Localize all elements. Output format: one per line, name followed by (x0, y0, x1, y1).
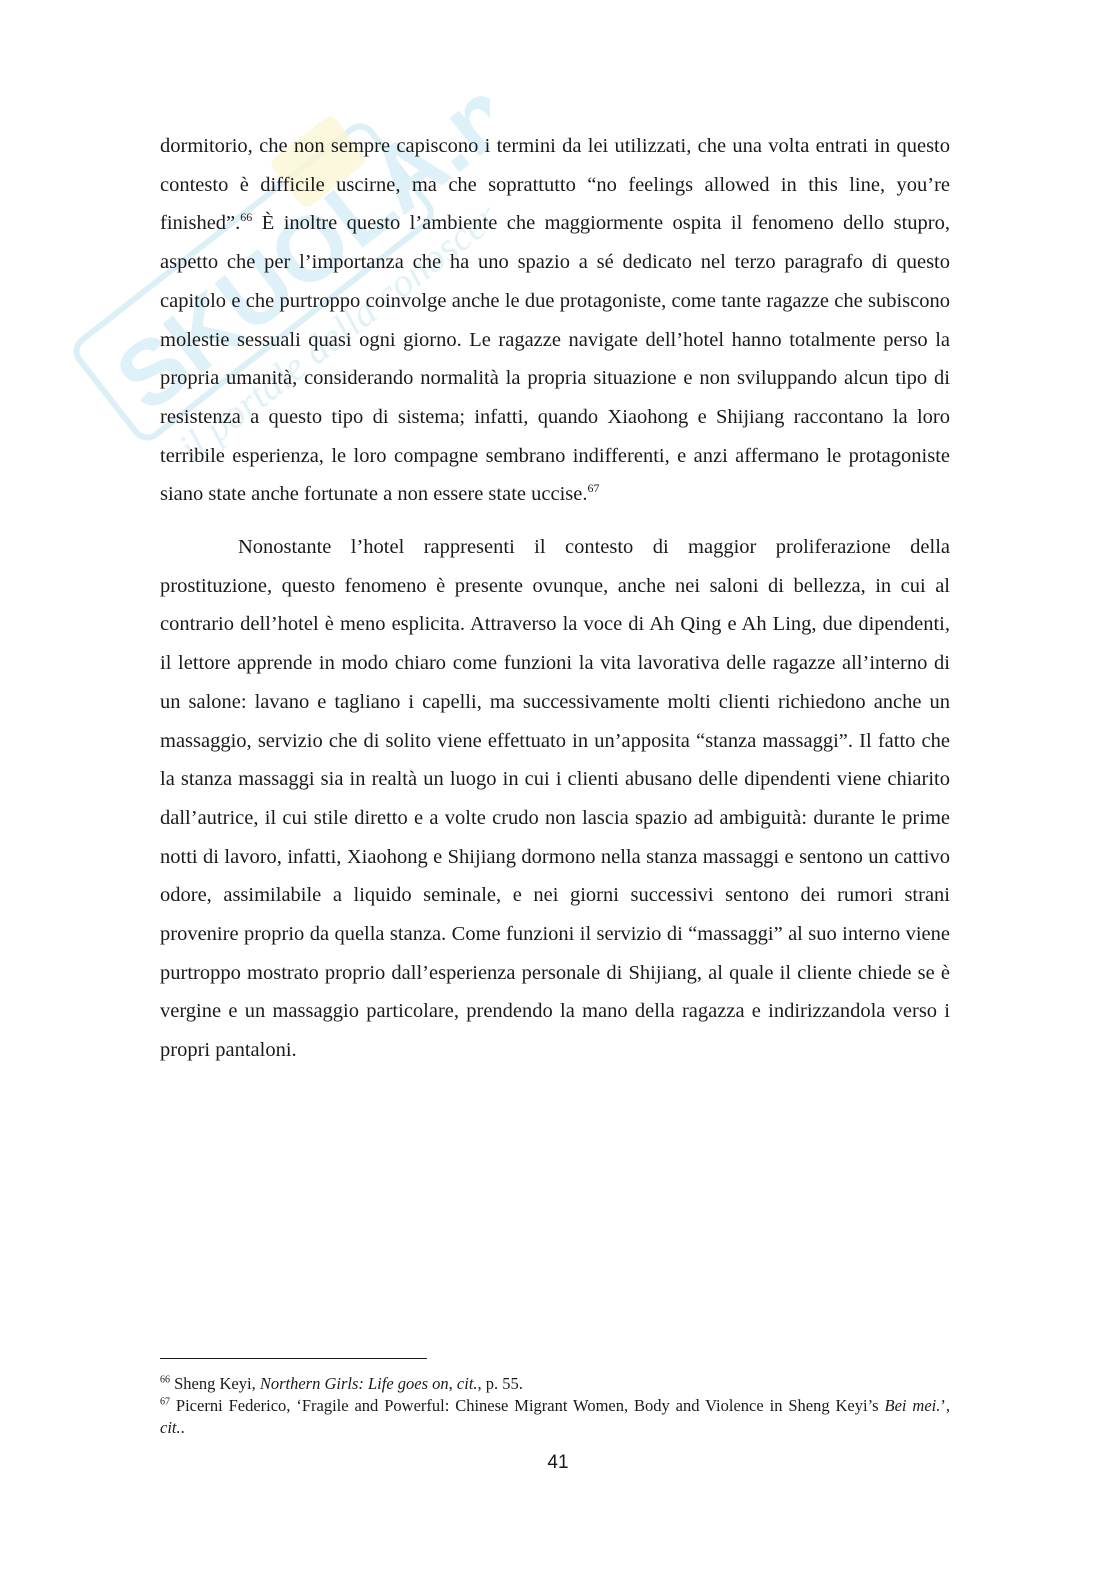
paragraph-1-part-2: È inoltre questo l’ambiente che maggiormente ospita il fenomeno dello stupro, aspetto che per l’importanza che ha uno spazio a sé dedicato nel terzo paragrafo di questo capitolo e che purtroppo coinvolge anche le due protagoniste, come tante ragazze che subiscono molestie sessuali quasi ogni giorno. Le ragazze navigate dell’hotel hanno totalmente perso la propria umanità, considerando normalità la propria situazione e non sviluppando alcun tipo di resistenza a questo tipo di sistema; infatti, quando Xiaohong e Shijiang raccontano la loro terribile esperienza, le loro compagne sembrano indifferenti, e anzi affermano le protagoniste siano state anche fortunate a non essere state uccise. (160, 212, 950, 506)
footnote-ref-67[interactable]: 67 (587, 481, 600, 496)
footnote-separator (160, 1358, 427, 1359)
footnote-text: ’, (940, 1396, 950, 1415)
footnote-title: Northern Girls: Life goes on (259, 1374, 449, 1393)
page-number: 41 (547, 1452, 569, 1473)
footnote-ref-66[interactable]: 66 (240, 210, 253, 225)
footnotes (160, 1358, 950, 1439)
footnote-text: . (180, 1418, 185, 1437)
footnote-cit: cit. (456, 1374, 478, 1393)
footnote-number: 67 (160, 1396, 170, 1408)
footnote-text: Sheng Keyi, (170, 1374, 260, 1393)
paragraph-2: Nonostante l’hotel rappresenti il contesto di maggior proliferazione della prostituzione, questo fenomeno è presente ovunque, anche nei saloni di bellezza, in cui al contrario dell’hotel è meno esplicita. Attraverso la voce di Ah Qing e Ah Ling, due dipendenti, il lettore apprende in modo chiaro come funzioni la vita lavorativa delle ragazze all’interno di un salone: lavano e tagliano i capelli, ma successivamente molti clienti richiedono anche un massaggio, servizio che di solito viene effettuato in un’apposita “stanza massaggi”. Il fatto che la stanza massaggi sia in realtà un luogo in cui i clienti abusano delle dipendenti viene chiarito dall’autrice, il cui stile diretto e a volte crudo non lascia spazio ad ambiguità: durante le prime notti di lavoro, infatti, Xiaohong e Shijiang dormono nella stanza massaggi e sentono un cattivo odore, assimilabile a liquido seminale, e nei giorni successivi sentono dei rumori strani provenire proprio da quella stanza. Come funzioni il servizio di “massaggi” al suo interno viene purtroppo mostrato proprio dall’esperienza personale di Shijiang, al quale il cliente chiede se è vergine e un massaggio particolare, prendendo la mano della ragazza e indirizzandola verso i propri pantaloni. (160, 536, 950, 1062)
footnote-cit: cit. (160, 1418, 181, 1437)
footnote-title: Bei mei. (884, 1396, 941, 1415)
watermark-brand: SKUOLA.net (97, 40, 490, 431)
page-body (160, 127, 950, 1070)
footnote-number: 66 (160, 1374, 170, 1386)
footnote-67 (160, 1395, 950, 1439)
watermark-tagline: il portale della conoscenza (170, 168, 490, 471)
footnote-text: , p. 55. (477, 1374, 523, 1393)
footnote-66 (160, 1373, 950, 1395)
paragraph-1-part-1: dormitorio, che non sempre capiscono i termini da lei utilizzati, che una volta entrati in questo contesto è difficile uscirne, ma che soprattutto “no feelings allowed in this line, you’re finished”. (160, 135, 950, 235)
footnote-text: , (448, 1374, 457, 1393)
footnote-text: Picerni Federico, ‘Fragile and Powerful: Chinese Migrant Women, Body and Violence in Sheng Keyi’s (170, 1396, 885, 1415)
paragraph-1 (160, 127, 950, 514)
